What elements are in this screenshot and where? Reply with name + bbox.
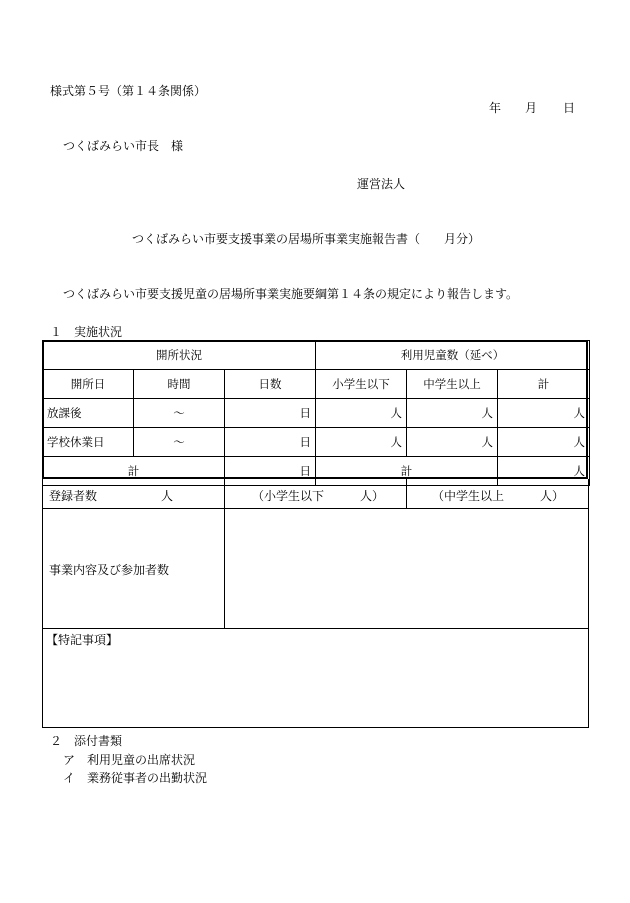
divider [224,479,225,509]
col-junior: 中学生以上 [407,370,498,399]
time-field[interactable]: 〜 [134,399,225,428]
registered-label: 登録者数 [49,489,98,503]
attachment-item: ア 利用児童の出席状況 [63,753,196,767]
col-open-day: 開所日 [43,370,134,399]
status-table [42,340,590,486]
document-title: つくばみらい市要支援事業の居場所事業実施報告書（ 月分） [132,232,481,246]
header-user-count: 利用児童数（延べ） [316,341,590,370]
elementary-field[interactable]: 人 [316,399,407,428]
time-field[interactable]: 〜 [134,428,225,457]
col-elementary: 小学生以下 [316,370,407,399]
col-time: 時間 [134,370,225,399]
section1-heading: １ 実施状況 [50,325,123,339]
table-row [43,399,590,428]
activities-label: 事業内容及び参加者数 [49,563,170,577]
total-days-field[interactable]: 日 [225,457,316,486]
registered-unit: 人 [161,489,174,503]
registered-elementary: （小学生以下 人） [252,489,385,503]
registered-junior: （中学生以上 人） [432,489,565,503]
table-row [43,428,590,457]
divider [406,479,407,509]
elementary-field[interactable]: 人 [316,428,407,457]
total-field[interactable]: 人 [498,428,590,457]
total-label-users: 計 [316,457,498,486]
row-label: 学校休業日 [43,428,134,457]
row-label: 放課後 [43,399,134,428]
attachment-item: イ 業務従事者の出勤状況 [63,771,208,785]
col-days: 日数 [225,370,316,399]
addressee: つくばみらい市長 様 [63,139,184,153]
date-day: 日 [563,101,576,115]
total-field[interactable]: 人 [498,399,590,428]
total-label: 計 [43,457,225,486]
days-field[interactable]: 日 [225,399,316,428]
operator-label: 運営法人 [357,177,406,191]
intro-text: つくばみらい市要支援児童の居場所事業実施要綱第１４条の規定により報告します。 [63,287,519,301]
form-number: 様式第５号（第１４条関係） [50,84,207,98]
header-open-status: 開所状況 [43,341,316,370]
junior-field[interactable]: 人 [407,399,498,428]
notes-label: 【特記事項】 [46,633,119,647]
date-month: 月 [525,101,538,115]
date-year: 年 [489,101,502,115]
activities-field[interactable] [226,510,586,627]
col-total: 計 [498,370,590,399]
days-field[interactable]: 日 [225,428,316,457]
notes-box[interactable] [42,628,589,728]
junior-field[interactable]: 人 [407,428,498,457]
section2-heading: ２ 添付書類 [50,734,123,748]
divider [224,508,225,629]
total-users-field[interactable]: 人 [498,457,590,486]
